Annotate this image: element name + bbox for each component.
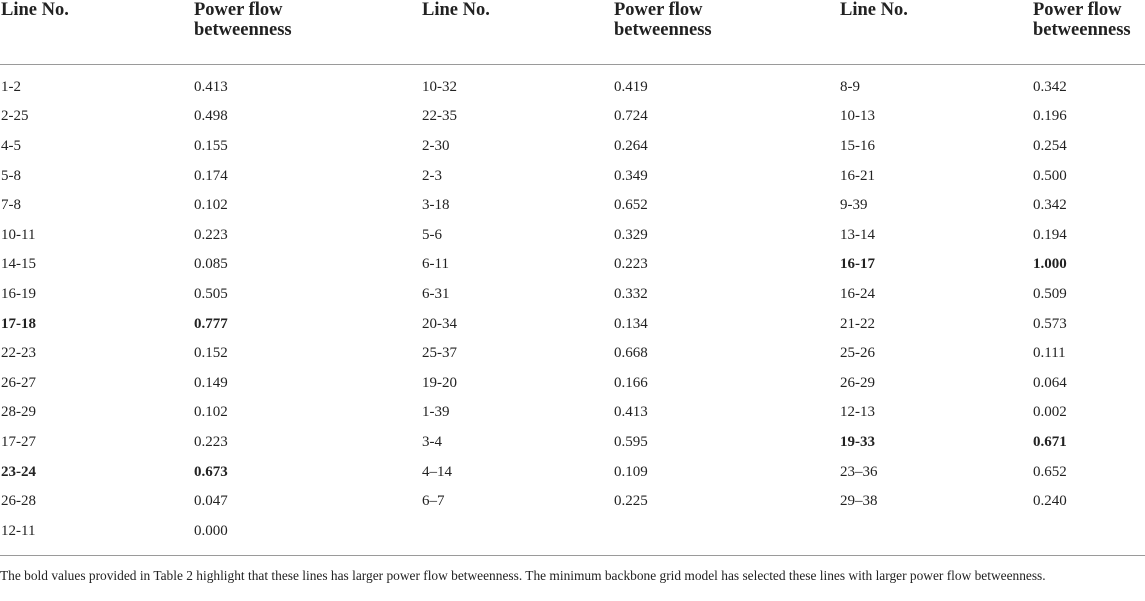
line-no-cell: 16-24 [840, 285, 875, 302]
betweenness-cell: 0.002 [1033, 404, 1067, 421]
table-row [0, 339, 1145, 369]
betweenness-cell: 0.498 [194, 108, 228, 125]
betweenness-cell: 0.724 [614, 108, 648, 125]
line-no-cell: 10-13 [840, 108, 875, 125]
table-row [0, 398, 1145, 428]
line-no-cell: 16-17 [840, 256, 875, 273]
line-no-cell: 10-32 [422, 78, 457, 95]
line-no-cell: 12-13 [840, 404, 875, 421]
line-no-cell: 26-29 [840, 374, 875, 391]
line-no-cell: 19-33 [840, 433, 875, 450]
betweenness-cell [613, 516, 839, 546]
betweenness-cell: 0.174 [194, 167, 228, 184]
betweenness-cell: 0.064 [1033, 374, 1067, 391]
betweenness-cell: 0.085 [194, 256, 228, 273]
table-row [0, 280, 1145, 310]
betweenness-cell: 0.671 [1033, 433, 1067, 450]
betweenness-cell: 0.225 [614, 493, 648, 510]
header-line-no-2: Line No. [421, 0, 613, 64]
betweenness-cell: 0.166 [614, 374, 648, 391]
betweenness-cell: 0.264 [614, 137, 648, 154]
betweenness-cell: 0.332 [614, 285, 648, 302]
betweenness-cell: 0.149 [194, 374, 228, 391]
table-row [0, 102, 1145, 132]
betweenness-cell: 0.573 [1033, 315, 1067, 332]
betweenness-cell: 0.342 [1033, 197, 1067, 214]
line-no-cell: 26-28 [1, 493, 36, 510]
line-no-cell: 23-24 [1, 463, 36, 480]
line-no-cell: 6–7 [422, 493, 445, 510]
line-no-cell: 4-5 [1, 137, 21, 154]
line-no-cell: 17-27 [1, 433, 36, 450]
betweenness-cell: 0.155 [194, 137, 228, 154]
line-no-cell: 1-39 [422, 404, 450, 421]
line-no-cell: 2-30 [422, 137, 450, 154]
line-no-cell: 19-20 [422, 374, 457, 391]
line-no-cell: 16-19 [1, 285, 36, 302]
line-no-cell [421, 516, 613, 546]
betweenness-cell: 0.223 [614, 256, 648, 273]
line-no-cell: 14-15 [1, 256, 36, 273]
line-no-cell: 23–36 [840, 463, 878, 480]
betweenness-cell: 0.240 [1033, 493, 1067, 510]
table-row [0, 220, 1145, 250]
betweenness-cell: 0.413 [614, 404, 648, 421]
line-no-cell: 7-8 [1, 197, 21, 214]
line-no-cell: 9-39 [840, 197, 868, 214]
table-row [0, 161, 1145, 191]
line-no-cell: 3-18 [422, 197, 450, 214]
line-no-cell: 10-11 [1, 226, 36, 243]
betweenness-cell [1032, 516, 1145, 546]
table-header [0, 0, 1145, 64]
line-no-cell: 4–14 [422, 463, 452, 480]
line-no-cell [839, 516, 1032, 546]
header-power-flow-1: Power flow betweenness [193, 0, 421, 64]
spacer-row [0, 64, 1145, 73]
betweenness-cell: 0.342 [1033, 78, 1067, 95]
table-body [0, 64, 1145, 546]
betweenness-cell: 0.673 [194, 463, 228, 480]
betweenness-cell: 1.000 [1033, 256, 1067, 273]
betweenness-cell: 0.111 [1033, 345, 1066, 362]
line-no-cell: 21-22 [840, 315, 875, 332]
header-power-flow-2: Power flow betweenness [613, 0, 839, 64]
line-no-cell: 3-4 [422, 433, 442, 450]
betweenness-cell: 0.419 [614, 78, 648, 95]
line-no-cell: 17-18 [1, 315, 36, 332]
betweenness-cell: 0.668 [614, 345, 648, 362]
table-footnote: The bold values provided in Table 2 highlight that these lines has larger power flow betweenness. The minimum backbone grid model has selected these lines with larger power flow betweenness. [0, 568, 1046, 583]
betweenness-cell: 0.652 [614, 197, 648, 214]
line-no-cell: 6-11 [422, 256, 449, 273]
line-no-cell: 5-6 [422, 226, 442, 243]
betweenness-cell: 0.223 [194, 433, 228, 450]
table-row [0, 487, 1145, 517]
table-row [0, 250, 1145, 280]
betweenness-cell: 0.223 [194, 226, 228, 243]
betweenness-cell: 0.000 [194, 522, 228, 539]
line-no-cell: 28-29 [1, 404, 36, 421]
line-no-cell: 16-21 [840, 167, 875, 184]
header-row [0, 0, 1145, 64]
line-no-cell: 29–38 [840, 493, 878, 510]
line-no-cell: 2-25 [1, 108, 29, 125]
table-row [0, 132, 1145, 162]
betweenness-cell: 0.109 [614, 463, 648, 480]
line-no-cell: 22-23 [1, 345, 36, 362]
betweenness-cell: 0.047 [194, 493, 228, 510]
line-no-cell: 12-11 [1, 522, 36, 539]
table-row [0, 73, 1145, 103]
betweenness-cell: 0.329 [614, 226, 648, 243]
line-no-cell: 6-31 [422, 285, 450, 302]
betweenness-cell: 0.500 [1033, 167, 1067, 184]
betweenness-cell: 0.652 [1033, 463, 1067, 480]
header-power-flow-3: Power flow betweenness [1032, 0, 1145, 64]
betweenness-cell: 0.509 [1033, 285, 1067, 302]
line-no-cell: 26-27 [1, 374, 36, 391]
betweenness-cell: 0.777 [194, 315, 228, 332]
line-no-cell: 2-3 [422, 167, 442, 184]
table-row [0, 428, 1145, 458]
line-no-cell: 13-14 [840, 226, 875, 243]
line-no-cell: 5-8 [1, 167, 21, 184]
betweenness-cell: 0.194 [1033, 226, 1067, 243]
line-no-cell: 25-37 [422, 345, 457, 362]
table-row [0, 309, 1145, 339]
line-no-cell: 15-16 [840, 137, 875, 154]
line-no-cell: 22-35 [422, 108, 457, 125]
betweenness-cell: 0.196 [1033, 108, 1067, 125]
line-no-cell: 20-34 [422, 315, 457, 332]
betweenness-cell: 0.134 [614, 315, 648, 332]
line-no-cell: 25-26 [840, 345, 875, 362]
table-bottom-rule [0, 555, 1145, 556]
betweenness-cell: 0.102 [194, 404, 228, 421]
header-line-no-3: Line No. [839, 0, 1032, 64]
betweenness-cell: 0.595 [614, 433, 648, 450]
table-row [0, 516, 1145, 546]
table-row [0, 191, 1145, 221]
table-row [0, 457, 1145, 487]
betweenness-cell: 0.505 [194, 285, 228, 302]
betweenness-cell: 0.349 [614, 167, 648, 184]
table-row [0, 368, 1145, 398]
betweenness-cell: 0.413 [194, 78, 228, 95]
betweenness-cell: 0.254 [1033, 137, 1067, 154]
betweenness-cell: 0.152 [194, 345, 228, 362]
line-no-cell: 1-2 [1, 78, 21, 95]
header-line-no-1: Line No. [0, 0, 193, 64]
betweenness-cell: 0.102 [194, 197, 228, 214]
line-no-cell: 8-9 [840, 78, 860, 95]
